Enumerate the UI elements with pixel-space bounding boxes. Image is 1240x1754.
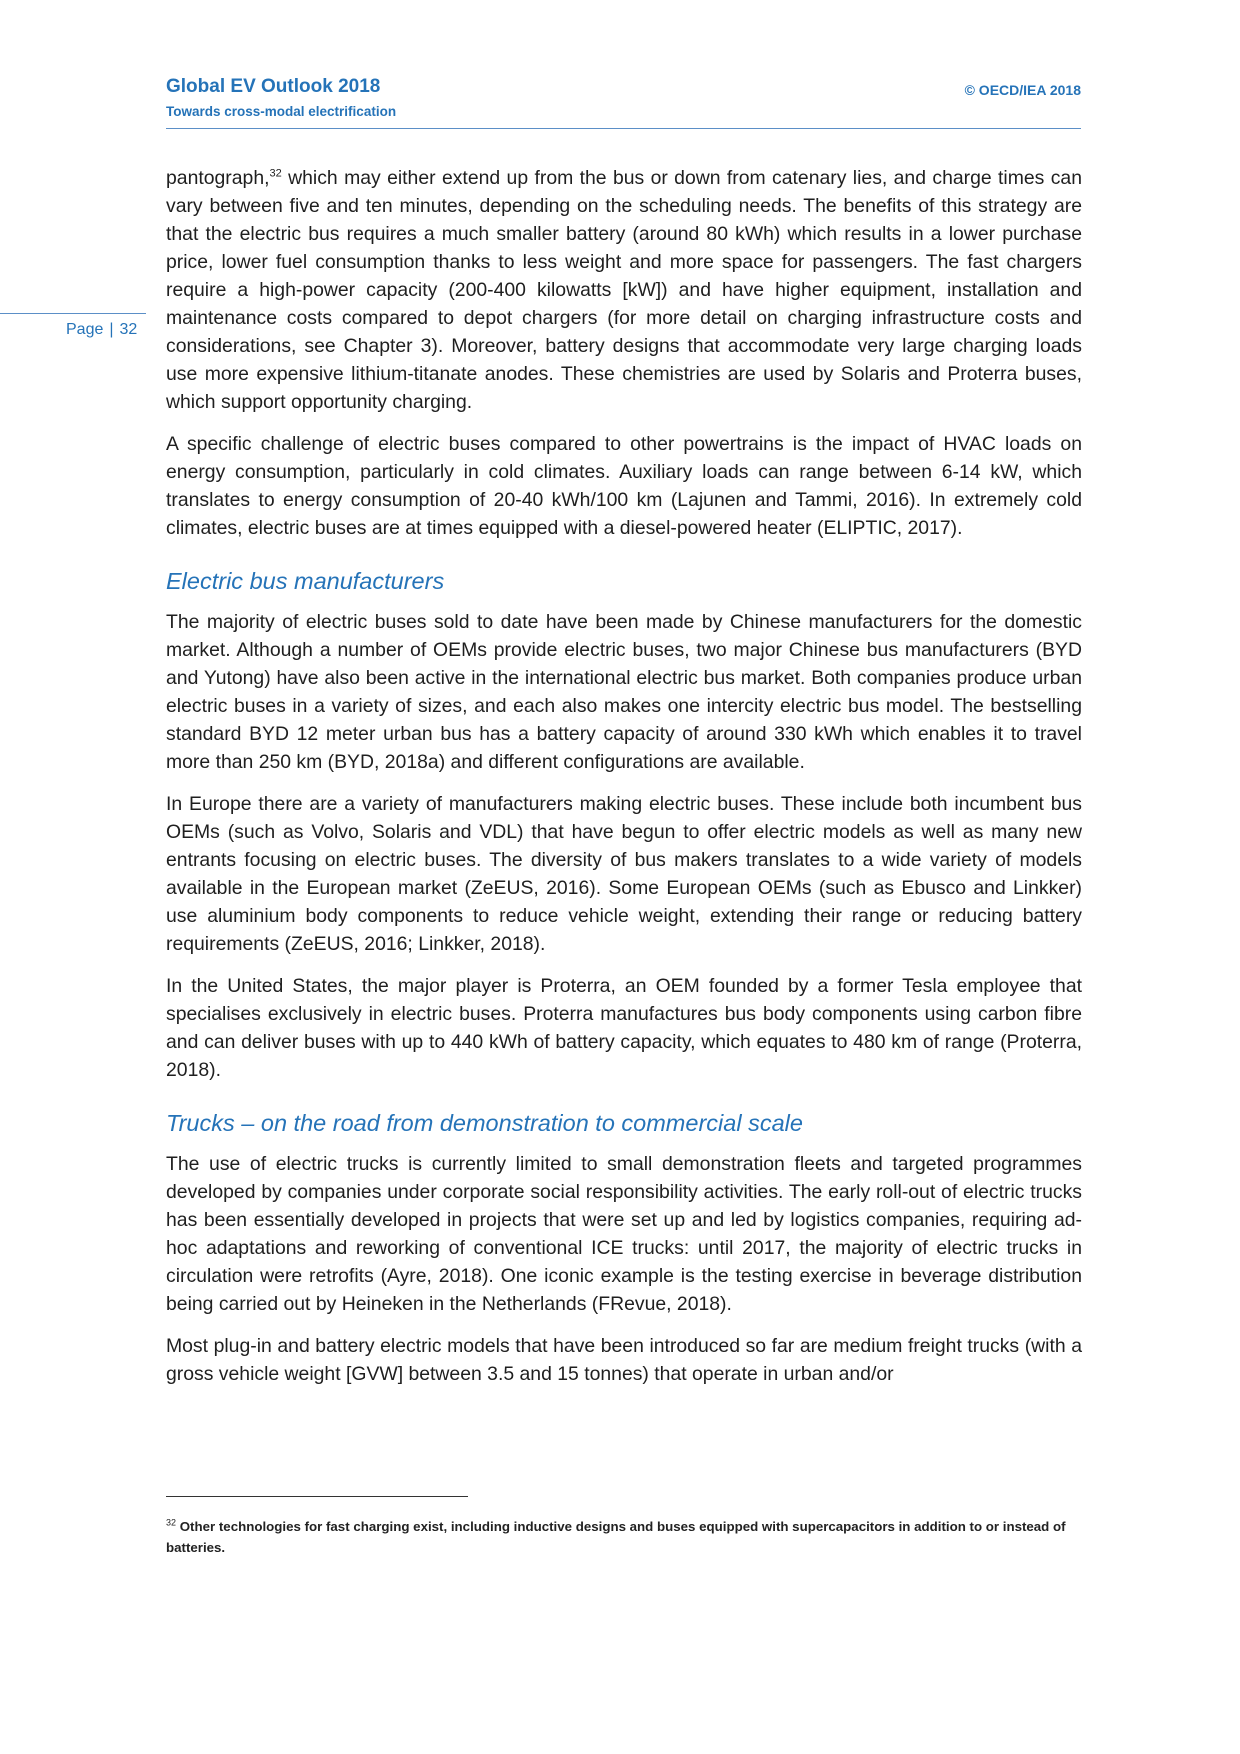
paragraph: The use of electric trucks is currently limited to small demonstration fleets and targeted programmes developed by companies under corporate social responsibility activities. The early roll-out of electric trucks has been essentially developed in projects that were set up and led by logistics companies, requiring ad-hoc adaptations and reworking of conventional ICE trucks: until 2017, the majority of electric trucks in circulation were retrofits (Ayre, 2018). One iconic example is the testing exercise in beverage distribution being carried out by Heineken in the Netherlands (FRevue, 2018). — [166, 1153, 1082, 1315]
footnote-number: 32 — [166, 1517, 177, 1528]
paragraph: Most plug-in and battery electric models that have been introduced so far are medium freight trucks (with a gross vehicle weight [GVW] between 3.5 and 15 tonnes) that operate in urban and/or — [166, 1335, 1082, 1385]
section-heading-electric-bus-manufacturers: Electric bus manufacturers — [166, 568, 445, 594]
paragraph-text: which may either extend up from the bus or down from catenary lies, and charge times can vary between five and ten minutes, depending on the scheduling needs. The benefits of this strategy are that the electric bus requires a much smaller battery (around 80 kWh) which results in a lower purchase price, lower fuel consumption thanks to less weight and more space for passengers. The fast chargers require a high-power capacity (200-400 kilowatts [kW]) and have higher equipment, installation and maintenance costs compared to depot chargers (for more detail on charging infrastructure costs and considerations, see Chapter 3). Moreover, battery designs that accommodate very large charging loads use more expensive lithium-titanate anodes. These chemistries are used by Solaris and Proterra buses, which support opportunity charging. — [166, 167, 1082, 413]
page-number — [66, 321, 137, 339]
page-separator: | — [109, 321, 114, 338]
paragraph: A specific challenge of electric buses compared to other powertrains is the impact of HVAC loads on energy consumption, particularly in cold climates. Auxiliary loads can range between 6-14 kW, which translates to energy consumption of 20-40 kWh/100 km (Lajunen and Tammi, 2016). In extremely cold climates, electric buses are at times equipped with a diesel-powered heater (ELIPTIC, 2017). — [166, 433, 1082, 539]
main-content — [166, 164, 1082, 1402]
paragraph-text: pantograph, — [166, 167, 270, 189]
document-subtitle: Towards cross-modal electrification — [166, 104, 397, 119]
paragraph: In Europe there are a variety of manufacturers making electric buses. These include both incumbent bus OEMs (such as Volvo, Solaris and VDL) that have begun to offer electric models as well as many new entrants focusing on electric buses. The diversity of bus makers translates to a wide variety of models available in the European market (ZeEUS, 2016). Some European OEMs (such as Ebusco and Linkker) use aluminium body components to reduce vehicle weight, extending their range or reducing battery requirements (ZeEUS, 2016; Linkker, 2018). — [166, 793, 1082, 955]
footnote-divider — [166, 1496, 468, 1497]
page-header — [166, 76, 1081, 129]
copyright-notice: © OECD/IEA 2018 — [964, 82, 1081, 98]
footnote-reference[interactable]: 32 — [269, 167, 282, 180]
footnote-text: Other technologies for fast charging exist, including inductive designs and buses equipped with supercapacitors in addition to or instead of batteries. — [166, 1519, 1066, 1555]
margin-rule — [0, 313, 146, 314]
paragraph: The majority of electric buses sold to date have been made by Chinese manufacturers for the domestic market. Although a number of OEMs provide electric buses, two major Chinese bus manufacturers (BYD and Yutong) have also been active in the international electric bus market. Both companies produce urban electric buses in a variety of sizes, and each also makes one intercity electric bus model. The bestselling standard BYD 12 meter urban bus has a battery capacity of around 330 kWh which enables it to travel more than 250 km (BYD, 2018a) and different configurations are available. — [166, 611, 1082, 773]
footnote — [166, 1516, 1082, 1558]
document-title: Global EV Outlook 2018 — [166, 76, 381, 97]
page-label: Page — [66, 321, 104, 338]
page-number-value: 32 — [119, 321, 138, 338]
section-heading-trucks: Trucks – on the road from demonstration to commercial scale — [166, 1110, 803, 1136]
paragraph: In the United States, the major player is Proterra, an OEM founded by a former Tesla employee that specialises exclusively in electric buses. Proterra manufactures bus body components using carbon fibre and can deliver buses with up to 440 kWh of battery capacity, which equates to 480 km of range (Proterra, 2018). — [166, 975, 1082, 1081]
paragraph — [166, 164, 1082, 416]
